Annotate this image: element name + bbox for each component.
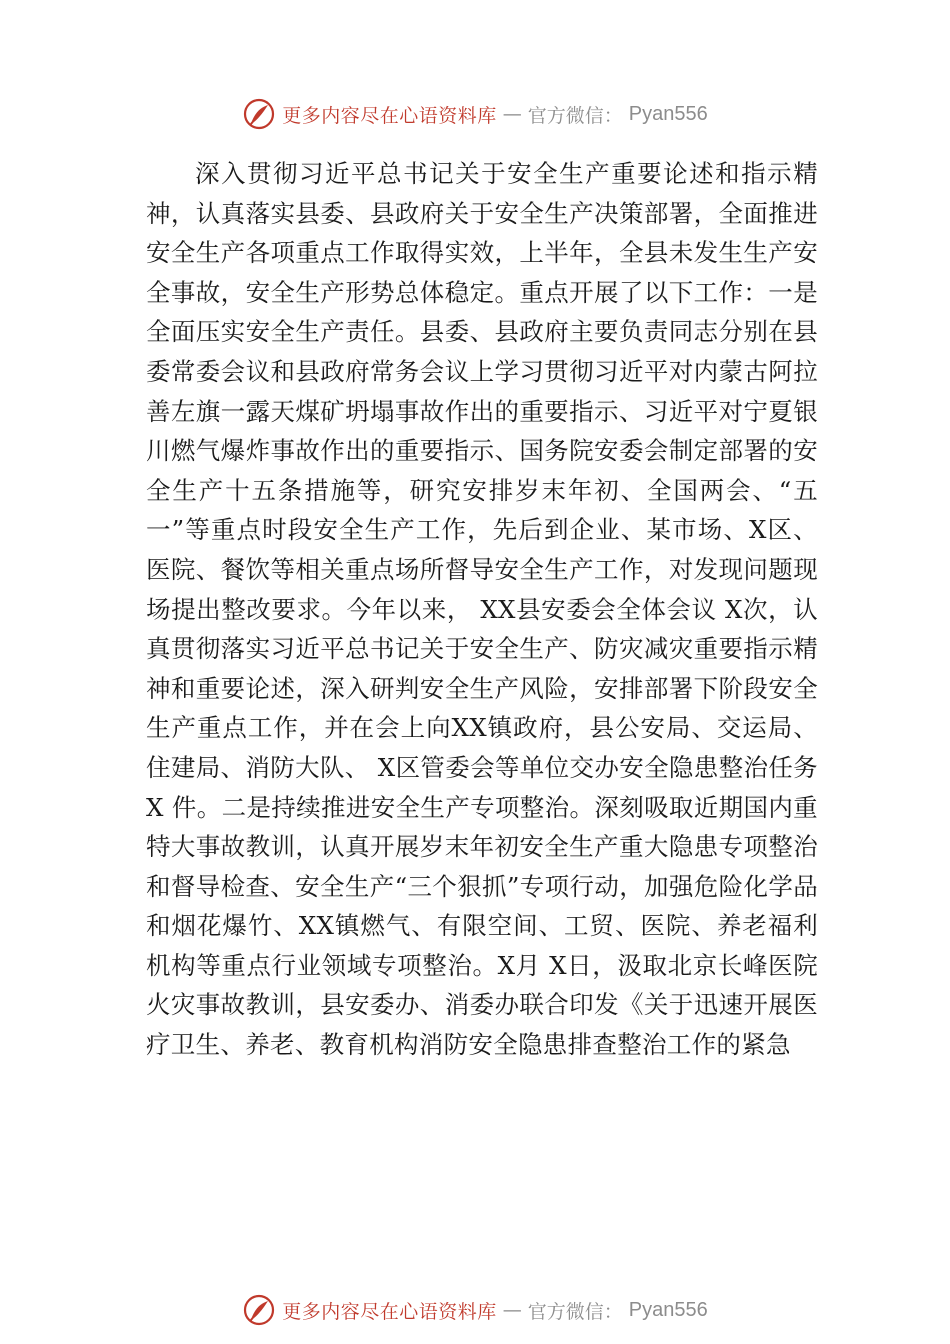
watermark-wechat-label: 官方微信： [527, 104, 623, 127]
watermark-brand-text: 更多内容尽在心语资料库 [282, 1300, 497, 1323]
watermark-separator: — [502, 1299, 522, 1321]
watermark-wechat-id: Pyan556 [628, 102, 708, 125]
watermark-brand-text: 更多内容尽在心语资料库 [282, 104, 497, 127]
watermark-wechat-id: Pyan556 [628, 1298, 708, 1321]
header-watermark [0, 94, 950, 134]
pen-leaf-logo-icon [242, 97, 276, 131]
watermark-wechat-label: 官方微信： [527, 1300, 623, 1323]
document-paragraph: 深入贯彻习近平总书记关于安全生产重要论述和指示精神，认真落实县委、县政府关于安全生产决策部署，全面推进安全生产各项重点工作取得实效，上半年，全县未发生生产安全事故，安全生产形势总体稳定。重点开展了以下工作：一是全面压实安全生产责任。县委、县政府主要负责同志分别在县委常委会议和县政府常务会议上学习贯彻习近平对内蒙古阿拉善左旗一露天煤矿坍塌事故作出的重要指示、习近平对宁夏银川燃气爆炸事故作出的重要指示、国务院安委会制定部署的安全生产十五条措施等，研究安排岁末年初、全国两会、“五一”等重点时段安全生产工作，先后到企业、某市场、X区、医院、餐饮等相关重点场所督导安全生产工作，对发现问题现场提出整改要求。今年以来， XX县安委会全体会议 X次，认真贯彻落实习近平总书记关于安全生产、防灾减灾重要指示精神和重要论述，深入研判安全生产风险，安排部署下阶段安全生产重点工作，并在会上向XX镇政府，县公安局、交运局、住建局、消防大队、 X区管委会等单位交办安全隐患整治任务 X 件。二是持续推进安全生产专项整治。深刻吸取近期国内重特大事故教训，认真开展岁末年初安全生产重大隐患专项整治和督导检查、安全生产“三个狠抓”专项行动，加强危险化学品和烟花爆竹、XX镇燃气、有限空间、工贸、医院、养老福利机构等重点行业领域专项整治。X月 X日，汲取北京长峰医院火灾事故教训，县安委办、消委办联合印发《关于迅速开展医疗卫生、养老、教育机构消防安全隐患排查整治工作的紧急 [146, 159, 818, 1060]
watermark-separator: — [502, 103, 522, 125]
footer-watermark [0, 1290, 950, 1330]
pen-leaf-logo-icon [242, 1293, 276, 1327]
